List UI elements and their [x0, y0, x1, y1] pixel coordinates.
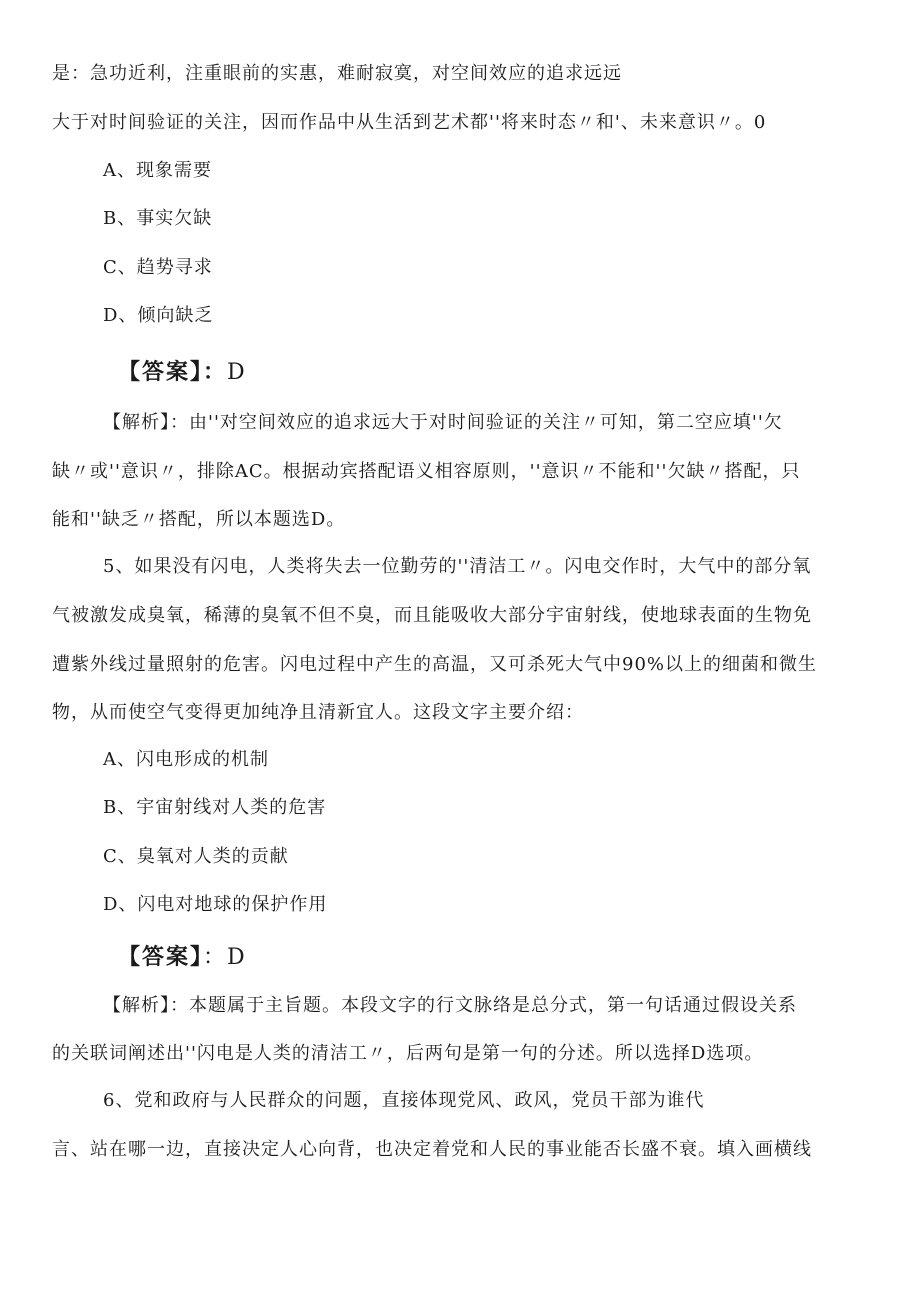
q5-text-line-1: 5、如果没有闪电，人类将失去一位勤劳的''清洁工〃。闪电交作时，大气中的部分氧: [103, 556, 812, 577]
q4-option-c: C、趋势寻求: [103, 257, 213, 278]
q4-option-b: B、事实欠缺: [103, 208, 213, 229]
q4-option-d: D、倾向缺乏: [103, 305, 214, 326]
q5-text-line-3: 遭紫外线过量照射的危害。闪电过程中产生的高温，又可杀死大气中90%以上的细菌和微生: [52, 654, 818, 675]
q5-text-line-2: 气被激发成臭氧，稀薄的臭氧不但不臭，而且能吸收大部分宇宙射线，使地球表面的生物免: [52, 605, 812, 626]
q6-text-line-2: 言、站在哪一边，直接决定人心向背，也决定着党和人民的事业能否长盛不衰。填入画横线: [52, 1139, 812, 1160]
q5-text-line-4: 物，从而使空气变得更加纯净且清新宜人。这段文字主要介绍：: [52, 702, 584, 723]
q4-text-line-2: 大于对时间验证的关注，因而作品中从生活到艺术都''将来时态〃和'、未来意识〃。0: [52, 112, 767, 133]
q4-explanation-line-2: 缺〃或''意识〃，排除AC。根据动宾搭配语义相容原则，''意识〃不能和''欠缺〃搭配，只: [52, 461, 801, 482]
q5-explanation-line-1: 【解析】：本题属于主旨题。本段文字的行文脉络是总分式，第一句话通过假设关系: [103, 995, 797, 1016]
q4-answer-value: D: [227, 360, 247, 385]
q4-explanation-line-3: 能和''缺乏〃搭配，所以本题选D。: [52, 509, 346, 530]
q4-text-line-1: 是：急功近利，注重眼前的实惠，难耐寂寞，对空间效应的追求远远: [52, 63, 622, 84]
q4-explanation-line-1: 【解析】：由''对空间效应的追求远大于对时间验证的关注〃可知，第二空应填''欠: [103, 412, 783, 433]
q5-option-d: D、闪电对地球的保护作用: [103, 894, 328, 915]
q5-explanation-line-2: 的关联词阐述出''闪电是人类的清洁工〃，后两句是第一句的分述。所以选择D选项。: [52, 1043, 764, 1064]
q4-answer-label: 【答案】：: [118, 359, 228, 385]
q5-option-a: A、闪电形成的机制: [103, 749, 269, 770]
q5-option-b: B、宇宙射线对人类的危害: [103, 797, 327, 818]
q4-answer: [118, 358, 247, 387]
q5-answer: [118, 943, 247, 972]
q5-answer-label: 【答案】: [118, 944, 204, 970]
q5-answer-value: ：D: [203, 945, 247, 970]
q5-option-c: C、臭氧对人类的贡献: [103, 846, 289, 867]
q4-option-a: A、现象需要: [103, 160, 212, 181]
q6-text-line-1: 6、党和政府与人民群众的问题，直接体现党风、政风，党员干部为谁代: [103, 1090, 705, 1111]
